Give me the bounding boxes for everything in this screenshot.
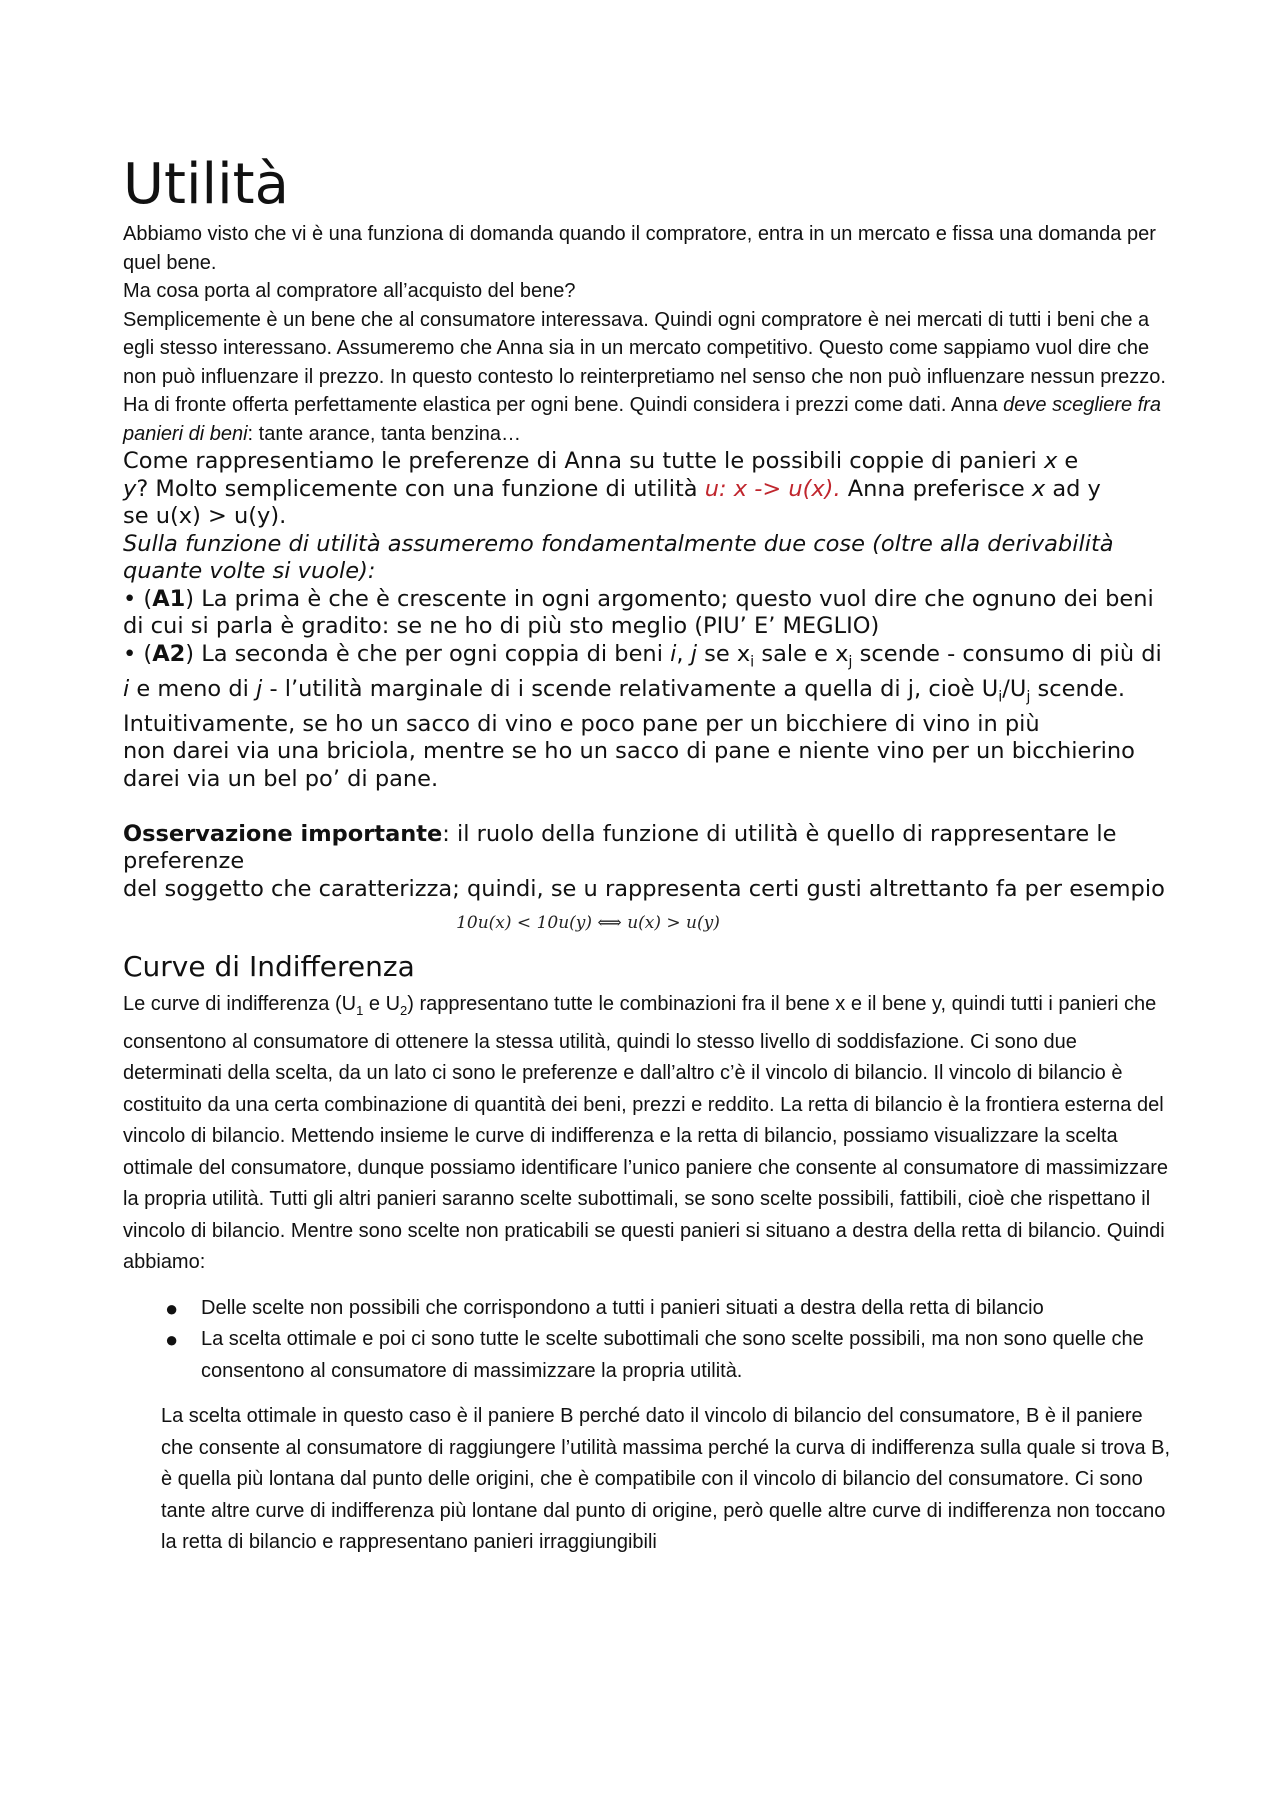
observation-paragraph: Osservazione importante: il ruolo della funzione di utilità è quello di rappresentare le preferenze del soggetto che caratterizza; quindi, se u rappresenta certi gusti altrettanto fa per esempio	[123, 820, 1165, 902]
page-title: Utilità	[123, 152, 289, 217]
intro-paragraph-2: Ma cosa porta al compratore all’acquisto del bene?	[123, 280, 576, 302]
intro-text: Semplicemente è un bene che al consumatore interessava. Quindi ogni compratore è nei mercati di tutti i beni che a egli stesso interessano. Assumeremo che Anna sia in un mercato competitivo. Questo come sappiamo vuol dire che non può influenzare il prezzo. In questo contesto lo reinterpretiamo nel senso che non può influenzare nessun prezzo. Ha di fronte offerta perfettamente elastica per ogni bene. Quindi considera i prezzi come dati. Anna	[123, 308, 1166, 416]
intro-paragraph-3	[123, 306, 1173, 449]
intro-paragraph-1: Abbiamo visto che vi è una funziona di domanda quando il compratore, entra in un mercato e fissa una domanda per quel bene.	[123, 223, 1156, 274]
optimal-choice-paragraph: La scelta ottimale in questo caso è il paniere B perché dato il vincolo di bilancio del consumatore, B è il paniere che consente al consumatore di raggiungere l’utilità massima perché la curva di indifferenza sulla quale si trova B, è quella più lontana dal punto delle origini, che è compatibile con il vincolo di bilancio del consumatore. Ci sono tante altre curve di indifferenza più lontane dal punto di origine, però quelle altre curve di indifferenza non toccano la retta di bilancio e rappresentano panieri irraggiungibili	[161, 1405, 1171, 1553]
preferences-section	[123, 448, 1173, 903]
bullet-icon: ●	[165, 1295, 179, 1321]
intro-end-text: : tante arance, tanta benzina…	[247, 422, 522, 445]
bullet-icon: ●	[165, 1327, 179, 1352]
preferences-paragraph: Come rappresentiamo le preferenze di Anna su tutte le possibili coppie di panieri x e y? Molto semplicemente con una funzione di utilità u: x -> u(x). Anna preferisce x ad y se u(x) > u(y).	[123, 448, 1101, 529]
intro-italic-text: deve scegliere fra panieri di beni	[123, 394, 1162, 445]
list-item: ● La scelta ottimale e poi ci sono tutte le scelte subottimali che sono scelte possibili, ma non sono quelle che consentono al consumatore di massimizzare la propria utilità.	[165, 1324, 1173, 1387]
intro-section	[123, 220, 1173, 448]
assumption-a2: • (A2) La seconda è che per ogni coppia di beni i, j se $x_i$ sale e $x_j$ scende - consumo di più di i e meno di j - l’utilità marginale di i scende relativamente a quella di j, cioè $U_i/U_j$ scende. Intuitivamente, se ho un sacco di vino e poco pane per un bicchiere di vino in più non darei via una briciola, mentre se ho un sacco di pane e niente vino per un bicchierino darei via un bel po’ di pane.	[123, 640, 1162, 792]
blank-line	[123, 793, 1173, 821]
assumptions-paragraph: Sulla funzione di utilità assumeremo fondamentalmente due cose (oltre alla derivabilità quante volte si vuole):	[123, 530, 1114, 584]
equivalence-formula: 10u(x) < 10u(y) ⟺ u(x) > u(y)	[456, 913, 720, 933]
list-item: ● Delle scelte non possibili che corrispondono a tutti i panieri situati a destra della retta di bilancio	[165, 1293, 1173, 1325]
utility-function-formula: u: x -> u(x).	[704, 475, 841, 502]
choices-list	[123, 1293, 1173, 1388]
assumption-a1: • (A1) La prima è che è crescente in ogni argomento; questo vuol dire che ognuno dei beni di cui si parla è gradito: se ne ho di più sto meglio (PIU’ E’ MEGLIO)	[123, 585, 1154, 639]
document-content	[123, 150, 1173, 1559]
indifference-paragraph: Le curve di indifferenza ($U_1$ e $U_2$) rappresentano tutte le combinazioni fra il bene x e il bene y, quindi tutti i panieri che consentono al consumatore di ottenere la stessa utilità, quindi lo stesso livello di soddisfazione. Ci sono due determinati della scelta, da un lato ci sono le preferenze e dall’altro c’è il vincolo di bilancio. Il vincolo di bilancio è costituito da una certa combinazione di quantità dei beni, prezzi e reddito. La retta di bilancio è la frontiera esterna del vincolo di bilancio. Mettendo insieme le curve di indifferenza e la retta di bilancio, possiamo visualizzare la scelta ottimale del consumatore, dunque possiamo identificare l’unico paniere che consente al consumatore di massimizzare la propria utilità. Tutti gli altri panieri saranno scelte subottimali, se sono scelte possibili, fattibili, cioè che rispettano il vincolo di bilancio. Mentre sono scelte non praticabili se questi panieri si situano a destra della retta di bilancio. Quindi abbiamo:	[123, 993, 1168, 1273]
section-heading: Curve di Indifferenza	[123, 950, 415, 983]
